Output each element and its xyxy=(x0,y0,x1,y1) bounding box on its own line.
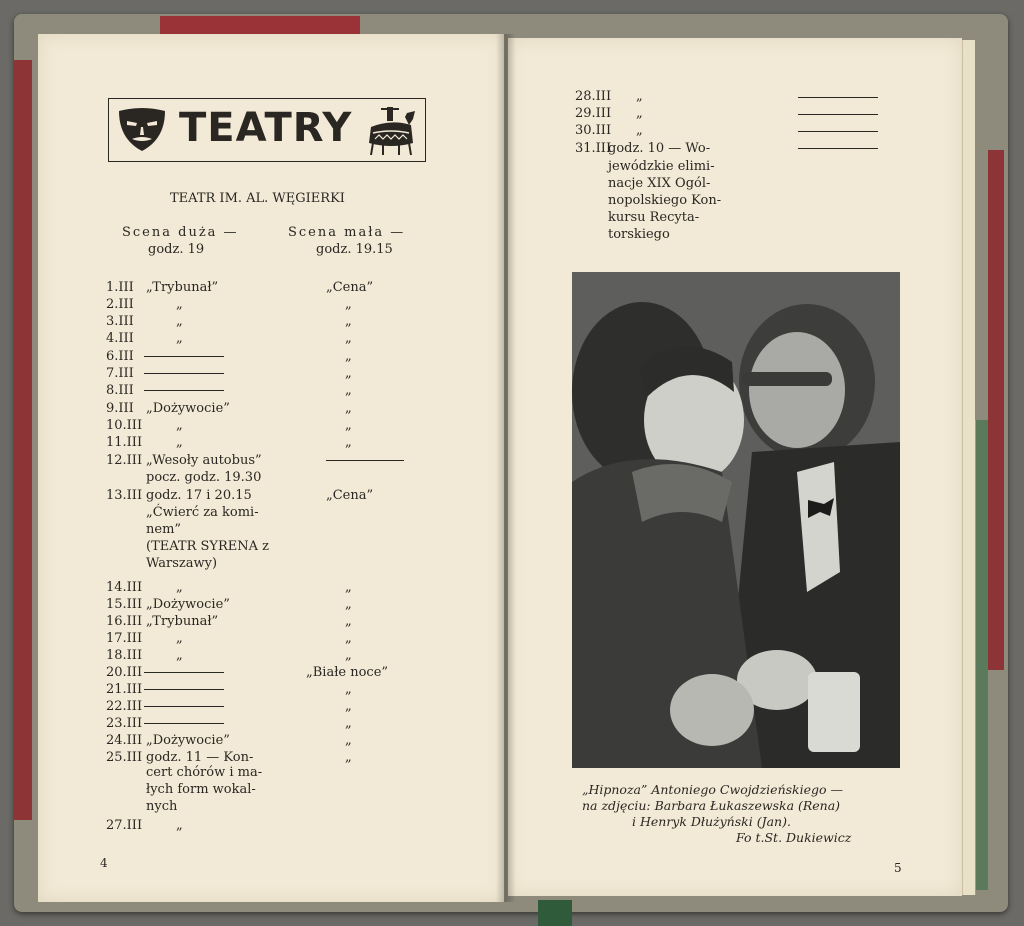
horse-figure-icon xyxy=(363,103,419,157)
row-date: 10.III xyxy=(106,418,143,433)
blank-line xyxy=(798,97,878,98)
blank-line xyxy=(798,148,878,149)
row-date: 25.III xyxy=(106,750,143,765)
row-31-line6: torskiego xyxy=(608,227,670,242)
row-small-stage: „Cena” xyxy=(326,488,374,503)
page-number-left: 4 xyxy=(100,856,108,870)
row-date: 30.III xyxy=(575,123,612,138)
row-date: 27.III xyxy=(106,818,143,833)
caption-line3: i Henryk Dłużyński (Jan). xyxy=(632,814,791,829)
row-date: 2.III xyxy=(106,297,134,312)
cover-binding-red-right xyxy=(988,150,1004,670)
row-date: 23.III xyxy=(106,716,143,731)
row-small-stage: „ xyxy=(345,682,352,697)
row-small-stage: „ xyxy=(345,648,352,663)
blank-line xyxy=(326,460,404,461)
row-date: 7.III xyxy=(106,366,134,381)
blank-line xyxy=(144,672,224,673)
row-large-stage: „ xyxy=(176,297,183,312)
caption-line1: „Hipnoza” Antoniego Cwojdzieńskiego — xyxy=(582,782,844,797)
row-25-line4: nych xyxy=(146,799,178,814)
row-small-stage: „ xyxy=(345,331,352,346)
row-large-stage: godz. 10 — Wo- xyxy=(608,141,711,156)
row-31-line3: nacje XIX Ogól- xyxy=(608,176,711,191)
col2-time: godz. 19.15 xyxy=(316,242,393,257)
blank-line xyxy=(144,723,224,724)
cover-binding-red-left xyxy=(14,60,32,820)
row-large-stage: „ xyxy=(176,580,183,595)
row-25-line3: łych form wokal- xyxy=(146,782,256,797)
row-date: 16.III xyxy=(106,614,143,629)
blank-line xyxy=(144,373,224,374)
row-small-stage: „ xyxy=(345,314,352,329)
row-small-stage: „Cena” xyxy=(326,280,374,295)
row-date: 21.III xyxy=(106,682,143,697)
row-date: 15.III xyxy=(106,597,143,612)
row-small-stage: „ xyxy=(345,614,352,629)
row-large-stage: „ xyxy=(176,435,183,450)
row-date: 13.III xyxy=(106,488,143,503)
col1-time: godz. 19 xyxy=(148,242,205,257)
row-date: 28.III xyxy=(575,89,612,104)
row-small-stage: „ xyxy=(345,716,352,731)
row-date: 12.III xyxy=(106,453,143,468)
blank-line xyxy=(144,390,224,391)
row-large-stage: „Dożywocie” xyxy=(146,401,230,416)
row-date: 29.III xyxy=(575,106,612,121)
row-date: 4.III xyxy=(106,331,134,346)
row-date: 3.III xyxy=(106,314,134,329)
row-small-stage: „ xyxy=(345,435,352,450)
row-date: 22.III xyxy=(106,699,143,714)
row-small-stage: „ xyxy=(345,366,352,381)
photo-actors-illustration xyxy=(572,272,900,768)
theatre-mask-icon xyxy=(115,105,169,155)
row-large-stage: „ xyxy=(636,89,643,104)
row-small-stage: „ xyxy=(345,349,352,364)
row-large-stage: „ xyxy=(176,818,183,833)
blank-line xyxy=(798,131,878,132)
row-31-line2: jewódzkie elimi- xyxy=(608,159,715,174)
row-date: 17.III xyxy=(106,631,143,646)
row-date: 1.III xyxy=(106,280,134,295)
row-31-line4: nopolskiego Kon- xyxy=(608,193,722,208)
row-large-stage: „ xyxy=(636,123,643,138)
row-date: 20.III xyxy=(106,665,143,680)
blank-line xyxy=(144,706,224,707)
row-date: 18.III xyxy=(106,648,143,663)
row-large-stage: „Wesoły autobus” xyxy=(146,453,262,468)
caption-line2: na zdjęciu: Barbara Łukaszewska (Rena) xyxy=(582,798,841,813)
row-31-line5: kursu Recyta- xyxy=(608,210,700,225)
row-date: 14.III xyxy=(106,580,143,595)
row-large-stage: godz. 17 i 20.15 xyxy=(146,488,252,503)
row-small-stage: „ xyxy=(345,297,352,312)
row-25-line2: cert chórów i ma- xyxy=(146,765,263,780)
col2-heading: Scena mała — xyxy=(288,225,406,240)
row-small-stage: „ xyxy=(345,383,352,398)
row-large-stage: „Dożywocie” xyxy=(146,733,230,748)
theatre-photo xyxy=(572,272,900,768)
blank-line xyxy=(144,356,224,357)
teatry-title: TEATRY xyxy=(179,105,353,151)
row-small-stage: „ xyxy=(345,750,352,765)
row-date: 11.III xyxy=(106,435,143,450)
row-date: 6.III xyxy=(106,349,134,364)
bookmark-ribbon xyxy=(538,900,572,926)
row-small-stage: „ xyxy=(345,418,352,433)
row-small-stage: „ xyxy=(345,733,352,748)
page-number-right: 5 xyxy=(894,861,902,875)
row-small-stage: „ xyxy=(345,699,352,714)
row-large-stage: „ xyxy=(636,106,643,121)
blank-line xyxy=(798,114,878,115)
row-small-stage: „ xyxy=(345,580,352,595)
row-small-stage: „ xyxy=(345,597,352,612)
row-13-line5: Warszawy) xyxy=(146,556,218,571)
row-large-stage: „ xyxy=(176,314,183,329)
row-large-stage: „Dożywocie” xyxy=(146,597,230,612)
row-13-line4: (TEATR SYRENA z xyxy=(146,539,270,554)
cover-binding-red-top xyxy=(160,16,360,36)
page-edges xyxy=(962,40,975,895)
row-date: 9.III xyxy=(106,401,134,416)
row-large-stage: „ xyxy=(176,331,183,346)
row-small-stage: „ xyxy=(345,401,352,416)
row-large-stage: „Trybunał” xyxy=(146,614,219,629)
book-gutter xyxy=(496,34,516,902)
row-large-stage: „ xyxy=(176,631,183,646)
blank-line xyxy=(144,689,224,690)
row-date: 8.III xyxy=(106,383,134,398)
row-12-line2: pocz. godz. 19.30 xyxy=(146,470,262,485)
teatry-header xyxy=(108,98,426,162)
photo-credit: Fo t.St. Dukiewicz xyxy=(736,830,852,845)
row-date: 31.III xyxy=(575,141,612,156)
row-date: 24.III xyxy=(106,733,143,748)
row-13-line2: „Ćwierć za komi- xyxy=(146,505,259,520)
row-large-stage: godz. 11 — Kon- xyxy=(146,750,254,765)
theatre-name: TEATR IM. AL. WĘGIERKI xyxy=(170,191,345,206)
row-large-stage: „ xyxy=(176,648,183,663)
row-13-line3: nem” xyxy=(146,522,182,537)
col1-heading: Scena duża — xyxy=(122,225,239,240)
row-large-stage: „ xyxy=(176,418,183,433)
row-small-stage: „Białe noce” xyxy=(306,665,389,680)
row-large-stage: „Trybunał” xyxy=(146,280,219,295)
row-small-stage: „ xyxy=(345,631,352,646)
